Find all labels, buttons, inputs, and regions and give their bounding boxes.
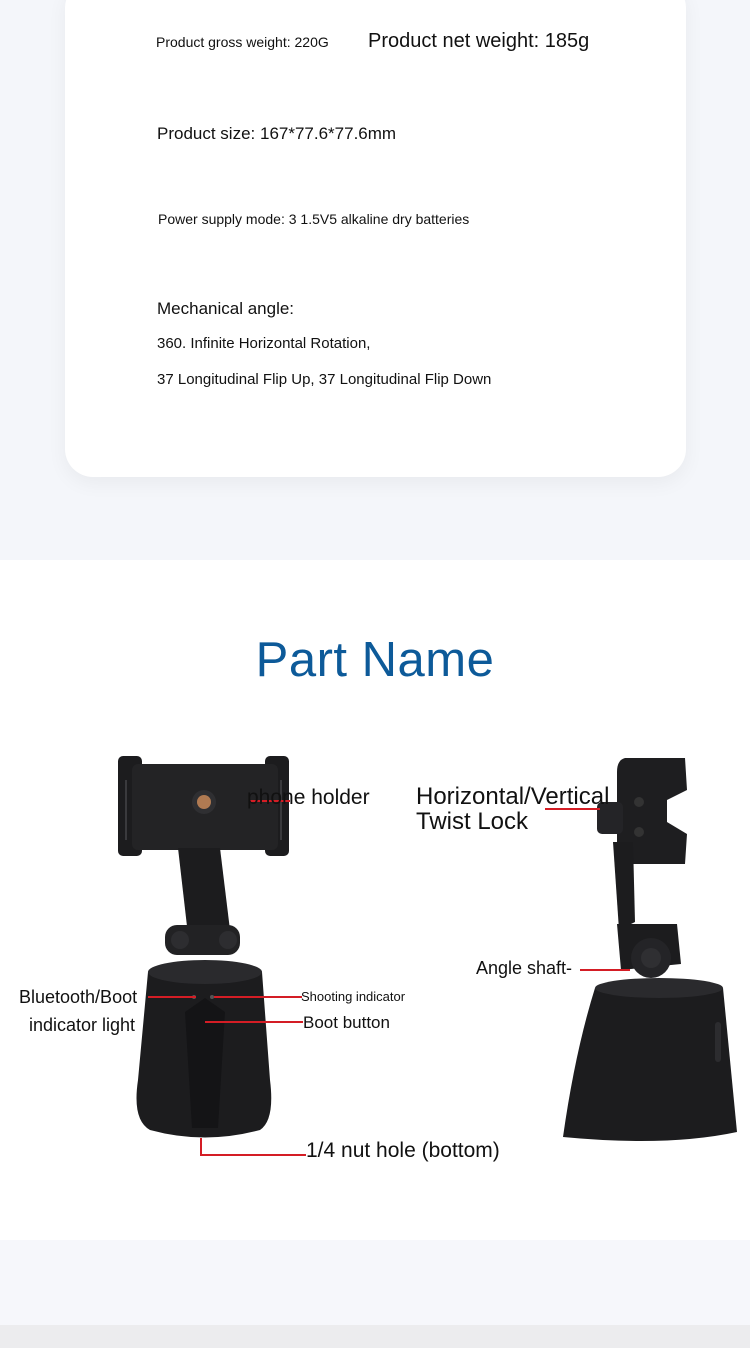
- bluetooth-indicator-label-line-1: Bluetooth/Boot: [19, 987, 138, 1007]
- product-size-text: Product size: 167*77.6*77.6mm: [157, 124, 397, 143]
- shooting-indicator-label: Shooting indicator: [301, 989, 406, 1004]
- spec-card: [65, 0, 686, 477]
- nut-hole-label: 1/4 nut hole (bottom): [306, 1139, 500, 1162]
- twist-lock-label-line-1: Horizontal/Vertical: [416, 783, 610, 810]
- phone-holder-label: phone holder: [247, 786, 370, 809]
- mechanical-angle-line-1: 360. Infinite Horizontal Rotation,: [157, 335, 371, 352]
- shooting-indicator-leader: [214, 996, 302, 998]
- net-weight-text: Product net weight: 185g: [368, 30, 590, 52]
- angle-shaft-leader: [580, 969, 630, 971]
- bluetooth-indicator-label-line-2: indicator light: [29, 1015, 136, 1035]
- power-supply-text: Power supply mode: 3 1.5V5 alkaline dry batteries: [158, 211, 470, 227]
- bluetooth-leader: [148, 996, 196, 998]
- mechanical-angle-title: Mechanical angle:: [157, 299, 295, 318]
- angle-shaft-label: Angle shaft-: [476, 958, 573, 978]
- twist-lock-label-line-2: Twist Lock: [416, 808, 529, 835]
- device-side-image: [555, 752, 750, 1147]
- boot-button-leader: [205, 1021, 303, 1023]
- nut-hole-leader-horizontal: [200, 1154, 306, 1156]
- part-name-title: Part Name: [255, 633, 495, 687]
- boot-button-label: Boot button: [303, 1013, 390, 1032]
- device-front-image: [110, 750, 310, 1150]
- bottom-band: [0, 1325, 750, 1348]
- mechanical-angle-line-2: 37 Longitudinal Flip Up, 37 Longitudinal Flip Down: [157, 371, 492, 388]
- gross-weight-text: Product gross weight: 220G: [156, 34, 329, 50]
